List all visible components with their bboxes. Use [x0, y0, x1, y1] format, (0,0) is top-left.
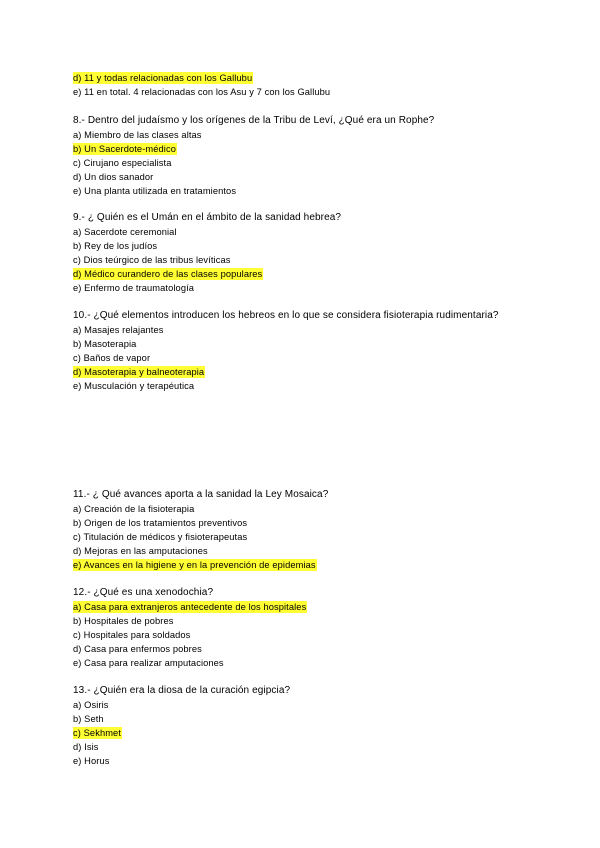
line-text: d) Masoterapia y balneoterapia — [73, 367, 205, 377]
answer-option — [73, 699, 109, 711]
line-text: c) Cirujano especialista — [73, 158, 172, 168]
line-text: a) Miembro de las clases altas — [73, 130, 202, 140]
question-text — [73, 310, 499, 322]
line-text: 8.- Dentro del judaísmo y los orígenes de la Tribu de Leví, ¿Qué era un Rophe? — [73, 115, 435, 126]
line-text: e) Casa para realizar amputaciones — [73, 658, 224, 668]
highlighted-answer — [73, 601, 307, 613]
answer-option — [73, 254, 230, 266]
highlighted-answer — [73, 268, 263, 280]
highlighted-answer — [73, 559, 317, 571]
line-text: d) Un dios sanador — [73, 172, 154, 182]
line-text: e) Horus — [73, 756, 110, 766]
answer-option — [73, 226, 177, 238]
line-text: d) Isis — [73, 742, 99, 752]
line-text: 13.- ¿Quién era la diosa de la curación egipcia? — [73, 685, 291, 696]
answer-option — [73, 171, 153, 183]
answer-option — [73, 380, 194, 392]
line-text: a) Sacerdote ceremonial — [73, 227, 177, 237]
line-text: b) Hospitales de pobres — [73, 616, 174, 626]
answer-option — [73, 338, 136, 350]
line-text: d) Médico curandero de las clases populares — [73, 269, 263, 279]
line-text: c) Titulación de médicos y fisioterapeutas — [73, 532, 248, 542]
answer-option — [73, 324, 163, 336]
answer-option — [73, 643, 202, 655]
line-text: e) Avances en la higiene y en la prevención de epidemias — [73, 560, 316, 570]
line-text: a) Creación de la fisioterapia — [73, 504, 195, 514]
question-text — [73, 489, 328, 501]
answer-option — [73, 629, 190, 641]
line-text: b) Un Sacerdote-médico — [73, 144, 176, 154]
line-text: d) Mejoras en las amputaciones — [73, 546, 208, 556]
line-text: e) Musculación y terapéutica — [73, 381, 195, 391]
line-text: b) Masoterapia — [73, 339, 137, 349]
answer-option — [73, 86, 330, 98]
answer-option — [73, 741, 99, 753]
line-text: c) Dios teúrgico de las tribus levíticas — [73, 255, 231, 265]
line-text: a) Casa para extranjeros antecedente de los hospitales — [73, 602, 307, 612]
answer-option — [73, 657, 224, 669]
line-text: c) Sekhmet — [73, 728, 122, 738]
line-text: b) Rey de los judíos — [73, 241, 158, 251]
line-text: c) Baños de vapor — [73, 353, 151, 363]
question-text — [73, 212, 341, 224]
answer-option — [73, 352, 150, 364]
question-text — [73, 115, 434, 127]
answer-option — [73, 240, 157, 252]
question-text — [73, 685, 290, 697]
answer-option — [73, 503, 194, 515]
line-text: 9.- ¿ Quién es el Umán en el ámbito de la sanidad hebrea? — [73, 212, 342, 223]
line-text: b) Seth — [73, 714, 104, 724]
line-text: e) Una planta utilizada en tratamientos — [73, 186, 237, 196]
answer-option — [73, 755, 109, 767]
line-text: 12.- ¿Qué es una xenodochia? — [73, 587, 214, 598]
line-text: d) 11 y todas relacionadas con los Gallubu — [73, 73, 253, 83]
line-text: e) 11 en total. 4 relacionadas con los Asu y 7 con los Gallubu — [73, 87, 331, 97]
highlighted-answer — [73, 72, 253, 84]
answer-option — [73, 129, 202, 141]
line-text: 11.- ¿ Qué avances aporta a la sanidad la Ley Mosaica? — [73, 489, 329, 500]
answer-option — [73, 713, 104, 725]
answer-option — [73, 282, 194, 294]
line-text: e) Enfermo de traumatología — [73, 283, 195, 293]
line-text: a) Masajes relajantes — [73, 325, 164, 335]
highlighted-answer — [73, 366, 205, 378]
answer-option — [73, 545, 208, 557]
line-text: d) Casa para enfermos pobres — [73, 644, 202, 654]
answer-option — [73, 157, 172, 169]
line-text: a) Osiris — [73, 700, 109, 710]
line-text: c) Hospitales para soldados — [73, 630, 191, 640]
question-text — [73, 587, 213, 599]
answer-option — [73, 615, 174, 627]
highlighted-answer — [73, 143, 177, 155]
line-text: 10.- ¿Qué elementos introducen los hebreos en lo que se considera fisioterapia rudimentaria? — [73, 310, 499, 321]
answer-option — [73, 531, 247, 543]
answer-option — [73, 517, 247, 529]
highlighted-answer — [73, 727, 122, 739]
answer-option — [73, 185, 236, 197]
line-text: b) Origen de los tratamientos preventivos — [73, 518, 248, 528]
